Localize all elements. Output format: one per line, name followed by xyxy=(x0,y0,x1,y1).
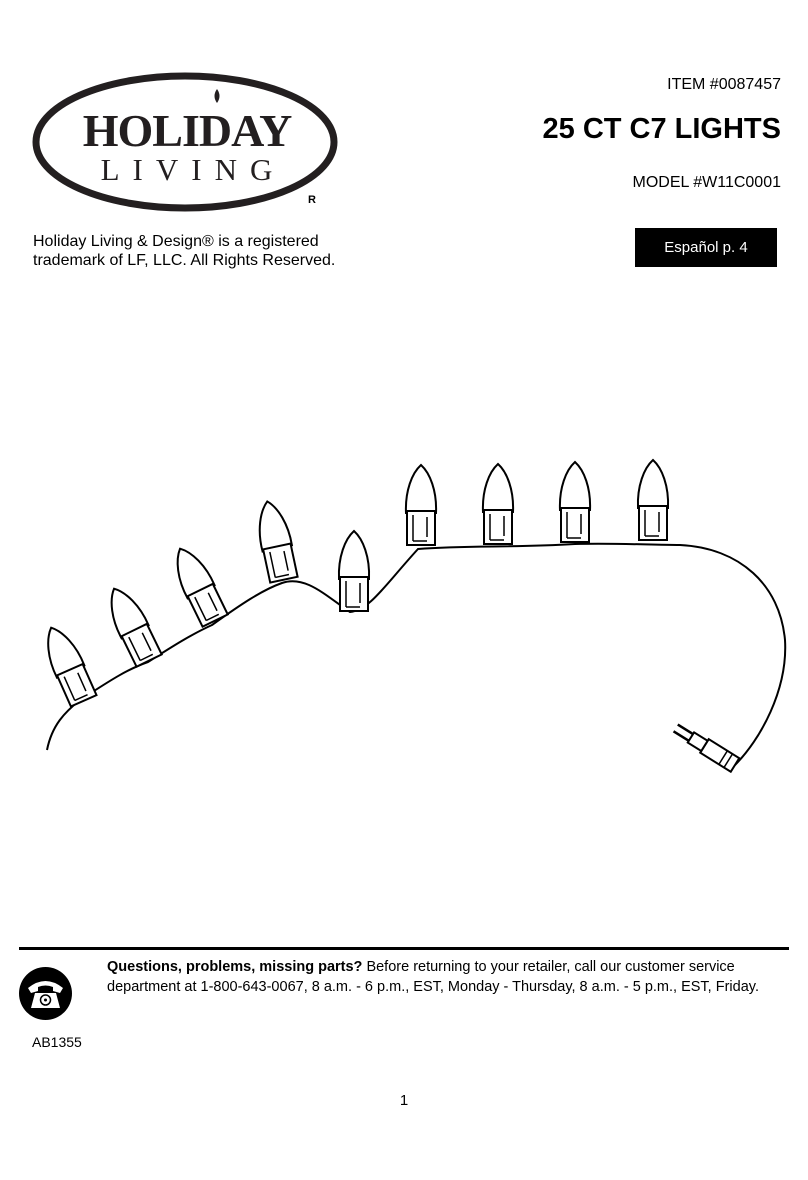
c7-bulb-icon xyxy=(253,498,299,583)
section-divider xyxy=(19,947,789,950)
logo-wordmark-bottom: LIVING xyxy=(100,152,286,187)
c7-bulb-icon xyxy=(37,622,97,707)
holiday-living-logo xyxy=(32,70,342,220)
c7-bulb-icon xyxy=(638,460,668,540)
page-number: 1 xyxy=(399,1092,409,1109)
spanish-version-link[interactable]: Español p. 4 xyxy=(635,228,777,267)
c7-bulb-icon xyxy=(483,464,513,544)
trademark-notice xyxy=(33,232,393,270)
trademark-line-2: trademark of LF, LLC. All Rights Reserved. xyxy=(33,252,336,269)
customer-support-notice xyxy=(107,957,792,997)
support-body: Before returning to your retailer, call our customer service department at 1-800-643-0067, 8 a.m. - 6 p.m., EST, Monday - Thursday, 8 a.m. - 5 p.m., EST, Friday. xyxy=(107,959,759,995)
c7-bulb-icon xyxy=(100,582,162,667)
c7-bulb-icon xyxy=(560,462,590,542)
page-title: 25 CT C7 LIGHTS xyxy=(542,113,781,145)
document-code: AB1355 xyxy=(32,1034,82,1050)
telephone-icon xyxy=(18,966,73,1021)
item-number: ITEM #0087457 xyxy=(667,76,781,93)
support-heading: Questions, problems, missing parts? xyxy=(107,959,363,975)
c7-bulb-icon xyxy=(166,542,228,627)
model-number: MODEL #W11C0001 xyxy=(632,174,781,191)
c7-bulb-icon xyxy=(406,465,436,545)
trademark-line-1: Holiday Living & Design® is a registered xyxy=(33,233,319,250)
plug-icon xyxy=(671,721,739,772)
registered-mark: R xyxy=(308,194,316,206)
c7-bulb-icon xyxy=(339,531,369,611)
logo-wordmark-top: HOLIDAY xyxy=(82,105,292,156)
light-string-illustration xyxy=(0,440,808,820)
